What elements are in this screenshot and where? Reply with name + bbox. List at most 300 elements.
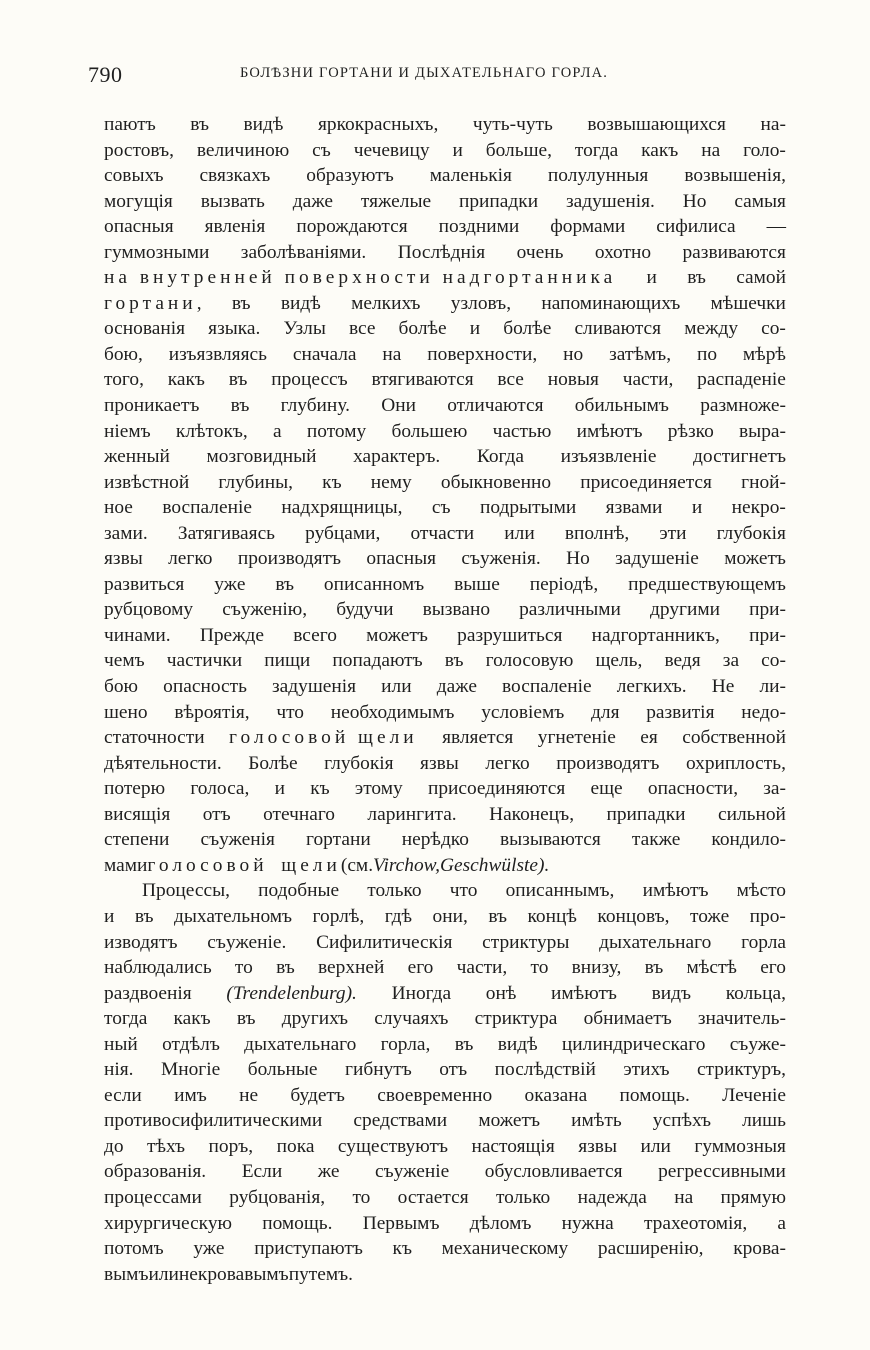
word: болѣе	[503, 318, 552, 340]
word: очень	[516, 241, 564, 263]
word: остается	[397, 1186, 469, 1208]
word: между	[684, 318, 739, 340]
word: процессами	[104, 1186, 202, 1208]
word: стриктуры	[482, 931, 570, 953]
word: если	[104, 1084, 142, 1106]
word: разрушиться	[457, 624, 563, 646]
word: эти	[659, 522, 687, 544]
word: припадки	[458, 190, 539, 212]
author-reference: (Trendelenburg).	[226, 982, 357, 1004]
word: этихъ	[623, 1059, 670, 1081]
word: на	[701, 139, 721, 161]
text-line	[104, 1057, 786, 1083]
word: наблюдались	[104, 957, 212, 979]
word: въ	[231, 292, 251, 314]
word: описанномъ	[323, 573, 425, 595]
text-line	[104, 1211, 786, 1237]
word: Они	[381, 395, 416, 417]
word: до	[104, 1135, 124, 1157]
word: воспаленіе	[162, 497, 252, 519]
word: концѣ	[527, 905, 577, 927]
word: при-	[749, 599, 786, 621]
word: висящія	[104, 803, 171, 825]
word: имѣютъ	[576, 420, 643, 442]
word: частички	[166, 650, 243, 672]
text-line	[104, 725, 786, 751]
word: на-	[760, 114, 786, 135]
word: части,	[456, 957, 508, 979]
word: можетъ	[478, 1110, 541, 1132]
word: бою,	[104, 343, 143, 365]
word: съуженія	[200, 829, 275, 851]
word: горлѣ,	[312, 905, 365, 927]
text-line	[104, 674, 786, 700]
word: въ	[488, 905, 508, 927]
word: уже	[214, 573, 246, 595]
word: величиною	[196, 139, 290, 161]
word: хирургическую	[104, 1212, 233, 1234]
word: въ	[230, 395, 250, 417]
word: въ	[134, 905, 154, 927]
word: опасности,	[647, 778, 739, 800]
word: въ	[454, 1033, 474, 1055]
word: надгортанникъ,	[591, 624, 720, 646]
word: имѣютъ	[642, 880, 709, 902]
text-line	[104, 419, 786, 445]
word: Прежде	[199, 624, 265, 646]
word: возвышающихся	[587, 114, 726, 135]
word	[147, 853, 340, 879]
text-line	[104, 751, 786, 777]
word: обусловливается	[484, 1161, 623, 1183]
word: язвы	[420, 752, 459, 774]
text-line	[104, 521, 786, 547]
word: больные	[247, 1059, 318, 1081]
text-line	[104, 240, 786, 266]
word: размноже-	[700, 395, 786, 417]
word: опасныя	[366, 548, 437, 570]
word: дыхательномъ	[174, 905, 293, 927]
word: возвышенія,	[684, 165, 786, 187]
word: Процессы,	[142, 880, 230, 902]
word: значитель-	[697, 1008, 786, 1030]
text-line	[104, 1134, 786, 1160]
word: Послѣднія	[397, 241, 486, 263]
word: средствами	[353, 1110, 448, 1132]
word: можетъ	[366, 624, 428, 646]
word: большею	[391, 420, 468, 442]
word: концовъ,	[597, 905, 670, 927]
word	[229, 725, 418, 751]
word: лишь	[742, 1110, 786, 1132]
word: мозговидный	[206, 446, 317, 468]
word: рѣзко	[667, 420, 714, 442]
text-line	[104, 138, 786, 164]
word: опасныя	[104, 216, 174, 238]
word: характеръ.	[353, 446, 441, 468]
word: видъ	[651, 982, 692, 1004]
word: успѣхъ	[652, 1110, 711, 1132]
word: видѣ	[280, 292, 321, 314]
word: ли-	[759, 676, 786, 698]
word: же	[317, 1161, 340, 1183]
word: къ	[392, 1238, 412, 1260]
word: голо-	[743, 139, 786, 161]
word: цилиндрическаго	[561, 1033, 706, 1055]
word: въ	[236, 1008, 256, 1030]
word: отечнаго	[263, 803, 336, 825]
word: дѣятельности.	[104, 752, 222, 774]
word: потомъ	[104, 1238, 164, 1260]
body-text	[104, 112, 786, 1287]
word: недо-	[741, 701, 786, 723]
word: обнимаетъ	[583, 1008, 672, 1030]
text-line	[104, 546, 786, 572]
word: Если	[241, 1161, 283, 1183]
word: для	[591, 701, 620, 723]
text-line	[104, 802, 786, 828]
word: формами	[550, 216, 626, 238]
word: видѣ	[243, 114, 284, 135]
word: или	[504, 522, 535, 544]
word: язвы	[104, 548, 143, 570]
word: или	[381, 676, 412, 698]
word: Сифилитическія	[316, 931, 453, 953]
word: —	[766, 216, 786, 238]
word: развитія	[646, 701, 715, 723]
word: напоминающихъ	[541, 292, 681, 314]
word: съуженію,	[222, 599, 308, 621]
text-line	[104, 878, 786, 904]
text-line	[104, 367, 786, 393]
text-line	[104, 495, 786, 521]
word: голосовую	[485, 650, 574, 672]
word: ларингита.	[367, 803, 457, 825]
text-line	[104, 1262, 786, 1288]
word: изводятъ	[104, 931, 178, 953]
word: задушенія.	[565, 190, 655, 212]
word: то	[530, 957, 549, 979]
word: приступаютъ	[254, 1238, 363, 1260]
word: въ	[687, 267, 706, 289]
word: оказана	[524, 1084, 588, 1106]
text-line	[104, 163, 786, 189]
word: горла	[741, 931, 786, 953]
word: образуютъ	[306, 165, 394, 187]
word: чуть-чуть	[472, 114, 553, 135]
word: условіемъ	[481, 701, 565, 723]
word: глубокія	[324, 752, 394, 774]
text-line	[104, 648, 786, 674]
emphasized-phrase: гортани	[104, 292, 197, 314]
text-line	[104, 700, 786, 726]
word: сифилиса	[656, 216, 736, 238]
word: на	[674, 1186, 694, 1208]
word: и	[274, 778, 285, 800]
word: Затягиваясь	[177, 522, 276, 544]
text-line	[104, 291, 786, 317]
word: мѣшечки	[710, 292, 786, 314]
word: надхрящницы,	[281, 497, 403, 519]
word: съ	[431, 497, 451, 519]
word: мѣстѣ	[686, 957, 737, 979]
word: гуммозныя	[694, 1135, 786, 1157]
word: выра-	[739, 420, 786, 442]
word: потому	[306, 420, 367, 442]
text-line	[104, 316, 786, 342]
text-line	[104, 393, 786, 419]
word: охотно	[594, 241, 652, 263]
word: крова-	[733, 1238, 786, 1260]
word: порождаются	[296, 216, 408, 238]
word: гдѣ	[384, 905, 413, 927]
word: случаяхъ	[374, 1008, 449, 1030]
word: заболѣваніями.	[240, 241, 367, 263]
word: рубцовому	[104, 599, 194, 621]
word: (см.	[340, 854, 374, 876]
word: къ	[322, 471, 342, 493]
word: то	[352, 1186, 371, 1208]
emphasized-phrase: голосовой щели	[147, 854, 341, 876]
text-line	[104, 776, 786, 802]
word: ея	[640, 727, 658, 749]
word: раздвоенія	[104, 982, 192, 1004]
word: развиваются	[682, 241, 786, 263]
word: и	[646, 267, 657, 289]
word: щель,	[595, 650, 643, 672]
word: въ	[644, 957, 664, 979]
word: Наконецъ,	[489, 803, 575, 825]
text-line	[104, 112, 786, 138]
word: гной-	[741, 471, 786, 493]
word: проникаетъ	[104, 395, 200, 417]
word: имъ	[174, 1084, 207, 1106]
word: затѣмъ,	[609, 343, 672, 365]
word: присоединяются	[427, 778, 566, 800]
word: противосифилитическими	[104, 1110, 323, 1132]
word: по	[696, 343, 718, 365]
word: пока	[276, 1135, 315, 1157]
running-head: БОЛѢЗНИ ГОРТАНИ И ДЫХАТЕЛЬНАГО ГОРЛА.	[240, 65, 609, 81]
word: легко	[168, 548, 213, 570]
word: втягиваются	[371, 369, 474, 391]
text-line	[104, 444, 786, 470]
word: язвами	[605, 497, 663, 519]
word: нужна	[561, 1212, 614, 1234]
word: въ	[228, 369, 248, 391]
word: своевременно	[377, 1084, 493, 1106]
word: части,	[622, 369, 674, 391]
word: чемъ	[104, 650, 145, 672]
word: женный	[104, 446, 170, 468]
word: достигнетъ	[693, 446, 786, 468]
word: трахеотомія,	[643, 1212, 748, 1234]
word: обыкновенно	[440, 471, 552, 493]
word: видѣ	[497, 1033, 538, 1055]
text-line	[104, 572, 786, 598]
word: или	[640, 1135, 671, 1157]
word: связкахъ	[199, 165, 271, 187]
word: рубцами,	[305, 522, 381, 544]
word: кондило-	[711, 829, 786, 851]
word: можетъ	[724, 548, 786, 570]
word: мами	[104, 854, 148, 876]
word: съуженія.	[461, 548, 541, 570]
word: чечевицу	[353, 139, 430, 161]
word: поръ,	[208, 1135, 254, 1157]
word: дыхательнаго	[244, 1033, 357, 1055]
word: поздними	[438, 216, 520, 238]
word: помощь.	[619, 1084, 690, 1106]
word: попадаютъ	[332, 650, 423, 672]
word: болѣе	[398, 318, 447, 340]
word: основанія	[104, 318, 186, 340]
author-reference: Geschwülste).	[440, 854, 550, 876]
word: регрессивными	[658, 1161, 786, 1183]
text-line	[104, 1159, 786, 1185]
word: съуженіе.	[207, 931, 287, 953]
word: отличаются	[447, 395, 544, 417]
word: не	[239, 1084, 259, 1106]
word: какъ	[641, 139, 679, 161]
text-line	[104, 470, 786, 496]
word: въ	[275, 573, 295, 595]
word: Узлы	[283, 318, 326, 340]
word: даже	[292, 190, 334, 212]
word: глубины,	[218, 471, 294, 493]
word: все	[348, 318, 376, 340]
word: паютъ	[104, 114, 156, 135]
word: все	[497, 369, 524, 391]
word: процессъ	[271, 369, 348, 391]
word: отъ	[439, 1059, 468, 1081]
word: легкихъ.	[616, 676, 687, 698]
word: язвы	[578, 1135, 617, 1157]
word: вѣроятія,	[174, 701, 250, 723]
word: самыя	[734, 190, 786, 212]
word: стриктуръ,	[696, 1059, 786, 1081]
word: къ	[310, 778, 330, 800]
word: вымъ	[104, 1263, 149, 1285]
word: совыхъ	[104, 165, 164, 187]
word: извѣстной	[104, 471, 190, 493]
text-line	[104, 623, 786, 649]
word: Когда	[476, 446, 524, 468]
word: а	[273, 420, 282, 442]
word: легко	[485, 752, 530, 774]
word: послѣдствій	[494, 1059, 596, 1081]
word: ведя	[664, 650, 701, 672]
word: тяжелые	[360, 190, 432, 212]
word: или	[148, 1263, 179, 1285]
word: отчасти	[410, 522, 475, 544]
word: необходимымъ	[330, 701, 455, 723]
word: только	[495, 1186, 551, 1208]
word: шено	[104, 701, 148, 723]
word: мѣрѣ	[742, 343, 786, 365]
text-line	[104, 981, 786, 1007]
word: языка.	[208, 318, 261, 340]
author-reference: Virchow,	[373, 854, 441, 876]
word: клѣтокъ,	[175, 420, 248, 442]
text-line	[104, 1083, 786, 1109]
word: про-	[749, 905, 786, 927]
word: голоса,	[190, 778, 250, 800]
word: ніемъ	[104, 420, 151, 442]
word: тогда	[104, 1008, 148, 1030]
word: нерѣдко	[401, 829, 469, 851]
word: имѣютъ	[551, 982, 617, 1004]
word: охриплость,	[685, 752, 786, 774]
word: тѣхъ	[147, 1135, 186, 1157]
word: съуже-	[729, 1033, 786, 1055]
word: что	[449, 880, 478, 902]
word: его	[407, 957, 434, 979]
word: задушенія	[272, 676, 357, 698]
word: статочности	[104, 727, 205, 749]
word: тогда	[574, 139, 619, 161]
word: его	[760, 957, 786, 979]
word: отдѣлъ	[162, 1033, 220, 1055]
word: другихъ	[281, 1008, 349, 1030]
word: гибнутъ	[345, 1059, 412, 1081]
emphasized-phrase: голосовой щели	[229, 727, 418, 749]
word: какъ	[167, 369, 205, 391]
word: будетъ	[290, 1084, 345, 1106]
word: ростовъ,	[104, 139, 174, 161]
text-line	[104, 214, 786, 240]
word: глубину.	[280, 395, 350, 417]
word: ное	[104, 497, 133, 519]
word: отъ	[202, 803, 231, 825]
text-line	[104, 1032, 786, 1058]
page-number: 790	[88, 62, 123, 87]
word: вызвать	[200, 190, 265, 212]
word: предшествующемъ	[628, 573, 786, 595]
word: они,	[432, 905, 468, 927]
word	[104, 265, 616, 291]
word: воспаленіе	[502, 676, 592, 698]
text-line	[104, 1108, 786, 1134]
word: помощь.	[262, 1212, 333, 1234]
word: некровавымъ	[178, 1263, 289, 1285]
word: мѣсто	[736, 880, 786, 902]
word: вполнѣ,	[564, 522, 630, 544]
word: различными	[519, 599, 621, 621]
word: еще	[590, 778, 623, 800]
word: то	[234, 957, 253, 979]
word: существуютъ	[337, 1135, 448, 1157]
word: Не	[711, 676, 735, 698]
word: даже	[436, 676, 477, 698]
word: распаденіе	[697, 369, 786, 391]
word: механическому	[441, 1238, 569, 1260]
word: и	[691, 497, 703, 519]
word: вызвано	[422, 599, 491, 621]
word: также	[631, 829, 681, 851]
word: опасность	[163, 676, 247, 698]
word: производятъ	[556, 752, 660, 774]
word: Многіе	[160, 1059, 221, 1081]
word: обильнымъ	[574, 395, 669, 417]
word: дыхательнаго	[599, 931, 712, 953]
word: что	[276, 701, 304, 723]
word: сначала	[292, 343, 357, 365]
word: нія.	[104, 1059, 134, 1081]
word: стриктура	[474, 1008, 558, 1030]
text-line	[104, 597, 786, 623]
word: горла,	[380, 1033, 431, 1055]
